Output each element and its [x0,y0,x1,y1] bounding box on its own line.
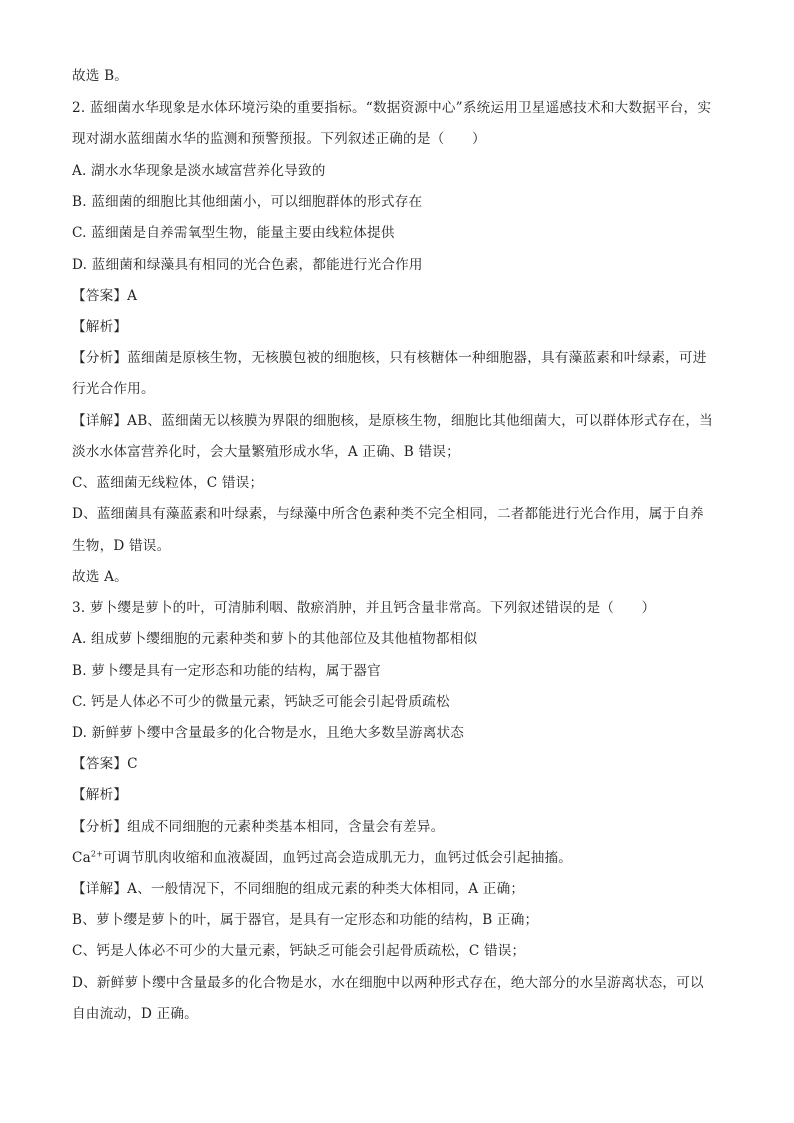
detail-line: 淡水水体富营养化时，会大量繁殖形成水华，A 正确、B 错误； [72,444,460,460]
analysis-line: 行光合作用。 [72,381,155,397]
question-3-option-d: D. 新鲜萝卜缨中含量最多的化合物是水，且绝大多数呈游离状态 [72,725,465,741]
detail-line: B、萝卜缨是萝卜的叶，属于器官，是具有一定形态和功能的结构，B 正确； [72,912,539,928]
calcium-symbol: Ca [72,850,91,866]
detail-line: C、钙是人体必不可少的大量元素，钙缺乏可能会引起骨质疏松，C 错误； [72,943,526,959]
answer-label: 【答案】C [72,756,138,772]
answer-label: 【答案】A [72,288,138,304]
detail-line: 【详解】A、一般情况下，不同细胞的组成元素的种类大体相同，A 正确； [72,881,525,897]
question-2-option-c: C. 蓝细菌是自养需氧型生物，能量主要由线粒体提供 [72,225,395,241]
detail-line: 生物，D 错误。 [72,538,171,554]
calcium-text: 可调节肌肉收缩和血液凝固，血钙过高会造成肌无力，血钙过低会引起抽搐。 [103,850,573,866]
text-line: 故选 B。 [72,68,129,84]
question-3-option-c: C. 钙是人体必不可少的微量元素，钙缺乏可能会引起骨质疏松 [72,694,450,710]
detail-line: 自由流动，D 正确。 [72,1006,198,1022]
question-2-stem-line-1: 2. 蓝细菌水华现象是水体环境污染的重要指标。“数据资源中心”系统运用卫星遥感技术和大数据平台，实 [72,100,712,116]
calcium-line [72,848,572,868]
question-2-option-a: A. 湖水水华现象是淡水域富营养化导致的 [72,163,326,179]
analysis-line: 【分析】蓝细菌是原核生物，无核膜包被的细胞核，只有核糖体一种细胞器，具有藻蓝素和叶绿素，可进 [72,350,707,366]
detail-line: C、蓝细菌无线粒体，C 错误； [72,475,264,491]
analysis-label: 【解析】 [72,787,128,803]
detail-line: 【详解】AB、蓝细菌无以核膜为界限的细胞核，是原核生物，细胞比其他细菌大，可以群体形式存在，当 [72,413,713,429]
question-2-option-d: D. 蓝细菌和绿藻具有相同的光合色素，都能进行光合作用 [72,257,423,273]
analysis-label: 【解析】 [72,319,128,335]
question-2-option-b: B. 蓝细菌的细胞比其他细菌小，可以细胞群体的形式存在 [72,194,423,210]
question-3-option-a: A. 组成萝卜缨细胞的元素种类和萝卜的其他部位及其他植物都相似 [72,631,478,647]
question-3-option-b: B. 萝卜缨是具有一定形态和功能的结构，属于器官 [72,663,381,679]
detail-line: D、新鲜萝卜缨中含量最多的化合物是水，水在细胞中以两种形式存在，绝大部分的水呈游离状态，可以 [72,975,704,991]
conclusion-line: 故选 A。 [72,569,128,585]
detail-line: D、蓝细菌具有藻蓝素和叶绿素，与绿藻中所含色素种类不完全相同，二者都能进行光合作用，属于自养 [72,506,704,522]
question-2-stem-line-2: 现对湖水蓝细菌水华的监测和预警预报。下列叙述正确的是（ ） [72,131,486,147]
analysis-line: 【分析】组成不同细胞的元素种类基本相同，含量会有差异。 [72,819,445,835]
question-3-stem: 3. 萝卜缨是萝卜的叶，可清肺利咽、散瘀消肿，并且钙含量非常高。下列叙述错误的是（ ） [72,600,656,616]
calcium-charge: 2+ [90,849,104,859]
